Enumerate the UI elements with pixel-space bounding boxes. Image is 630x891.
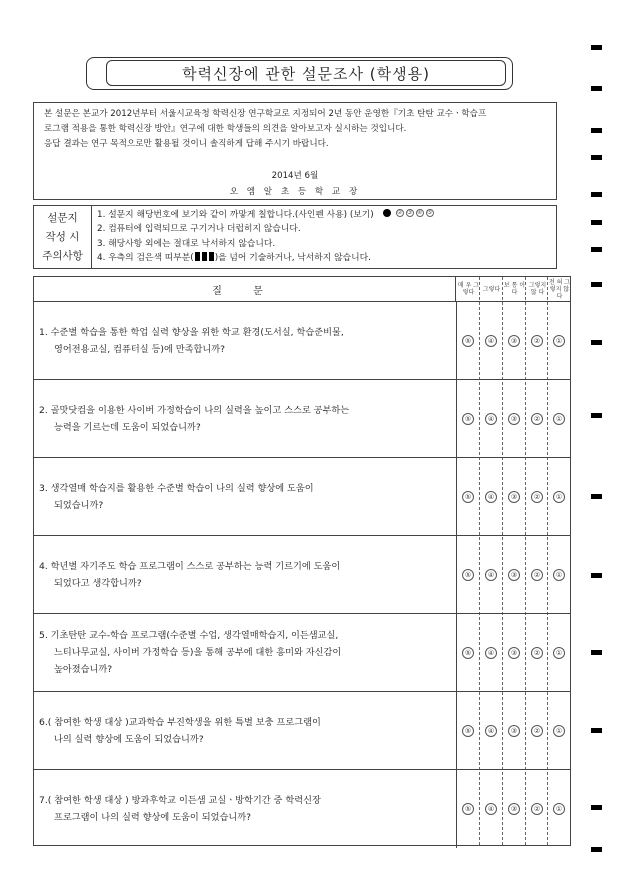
caution-item: 2. 컴퓨터에 입력되므로 구기거나 더럽히지 않습니다. bbox=[97, 224, 301, 235]
page-title: 학력신장에 관한 설문조사 (학생용) bbox=[106, 60, 506, 86]
question-text bbox=[39, 536, 451, 613]
timing-mark bbox=[591, 573, 602, 578]
answer-bubble[interactable]: ⑤ bbox=[462, 725, 474, 737]
answer-bubble[interactable]: ⑤ bbox=[462, 803, 474, 815]
question-header: 질 문 bbox=[34, 277, 456, 301]
question-text bbox=[39, 458, 451, 535]
timing-mark bbox=[591, 650, 602, 655]
answer-bubble[interactable]: ② bbox=[531, 413, 543, 425]
answer-bubble[interactable]: ① bbox=[553, 413, 565, 425]
answer-bubble[interactable]: ⑤ bbox=[462, 569, 474, 581]
sample-circle: ⑤ bbox=[426, 209, 433, 216]
answer-bubble[interactable]: ② bbox=[531, 335, 543, 347]
question-text bbox=[39, 380, 451, 457]
answer-header: 그렇다 bbox=[482, 285, 501, 293]
timing-mark bbox=[591, 155, 602, 160]
caution-heading bbox=[34, 206, 92, 268]
timing-mark bbox=[591, 805, 602, 810]
answer-bubble[interactable]: ① bbox=[553, 725, 565, 737]
answer-bubble[interactable]: ② bbox=[531, 725, 543, 737]
caution-heading-line: 주의사항 bbox=[42, 249, 83, 262]
answer-bubble[interactable]: ② bbox=[531, 803, 543, 815]
question-column-divider bbox=[456, 536, 457, 613]
question-line: 6.( 참여한 학생 대상 )교과학습 부진학생을 위한 특별 보충 프로그램이 bbox=[39, 716, 321, 728]
caution-heading-line: 설문지 bbox=[47, 211, 78, 224]
table-row bbox=[34, 770, 570, 848]
answer-bubble[interactable]: ⑤ bbox=[462, 491, 474, 503]
question-column-divider bbox=[456, 770, 457, 848]
question-column-divider bbox=[456, 380, 457, 457]
answer-bubble[interactable]: ⑤ bbox=[462, 413, 474, 425]
answer-bubble[interactable]: ⑤ bbox=[462, 647, 474, 659]
answer-header: 보 통 이 다 bbox=[503, 282, 526, 296]
answer-bubble[interactable]: ③ bbox=[508, 647, 520, 659]
table-row bbox=[34, 614, 570, 692]
question-line: 능력을 기르는데 도움이 되었습니까? bbox=[54, 421, 201, 433]
caution-body bbox=[92, 206, 556, 268]
timing-mark bbox=[591, 847, 602, 852]
black-bar-icon bbox=[202, 252, 207, 261]
answer-bubble[interactable]: ② bbox=[531, 569, 543, 581]
answer-bubble[interactable]: ④ bbox=[485, 803, 497, 815]
question-column-divider bbox=[456, 302, 457, 379]
question-line: 1. 수준별 학습을 통한 학업 실력 향상을 위한 학교 환경(도서실, 학습준비물, bbox=[39, 326, 344, 338]
caution-box bbox=[33, 205, 557, 269]
table-row bbox=[34, 692, 570, 770]
question-line: 나의 실력 향상에 도움이 되었습니까? bbox=[54, 733, 204, 745]
answer-bubble[interactable]: ③ bbox=[508, 725, 520, 737]
answer-bubble[interactable]: ② bbox=[531, 491, 543, 503]
answer-header: 전 혀 그렇지 않 다 bbox=[548, 278, 571, 300]
answer-bubble[interactable]: ① bbox=[553, 803, 565, 815]
sample-circle: ④ bbox=[416, 209, 423, 216]
sample-circle: ② bbox=[396, 209, 403, 216]
answer-bubble[interactable]: ③ bbox=[508, 335, 520, 347]
answer-bubble[interactable]: ④ bbox=[485, 725, 497, 737]
question-line: 되었습니까? bbox=[54, 499, 104, 511]
caution-item: 3. 해당사항 외에는 절대로 낙서하지 않습니다. bbox=[97, 238, 276, 249]
answer-bubble[interactable]: ③ bbox=[508, 803, 520, 815]
intro-line: 로그램 적용을 통한 학력신장 방안』연구에 대한 학생들의 의견을 알아보고자 실시하는 것입니다. bbox=[44, 124, 407, 134]
intro-school: 오 엠 알 초 등 학 교 장 bbox=[229, 187, 361, 197]
black-bar-icon bbox=[209, 252, 214, 261]
marking-example bbox=[383, 209, 434, 217]
answer-bubble[interactable]: ④ bbox=[485, 491, 497, 503]
caution-item-text: )을 넘어 기술하거나, 낙서하지 않습니다. bbox=[214, 253, 371, 264]
caution-item bbox=[97, 251, 551, 265]
filled-circle-icon bbox=[383, 209, 391, 217]
table-row bbox=[34, 536, 570, 614]
answer-bubble[interactable]: ④ bbox=[485, 413, 497, 425]
timing-mark bbox=[591, 282, 602, 287]
answer-bubble[interactable]: ④ bbox=[485, 335, 497, 347]
answer-bubble[interactable]: ⑤ bbox=[462, 335, 474, 347]
timing-mark bbox=[591, 728, 602, 733]
intro-box bbox=[33, 102, 557, 200]
question-line: 7.( 참여한 학생 대상 ) 방과후학교 이든샘 교실ㆍ방학기간 중 학력신장 bbox=[39, 795, 321, 806]
table-row bbox=[34, 380, 570, 458]
black-bar-icon bbox=[195, 252, 200, 261]
omr-timing-marks bbox=[591, 0, 603, 891]
question-column-divider bbox=[456, 614, 457, 691]
sample-circle: ③ bbox=[406, 209, 413, 216]
question-line: 3. 생각열매 학습지를 활용한 수준별 학습이 나의 실력 향상에 도움이 bbox=[39, 482, 314, 494]
question-line: 높아졌습니까? bbox=[54, 664, 113, 675]
question-text bbox=[39, 302, 451, 379]
intro-line: 응답 결과는 연구 목적으로만 활용될 것이니 솔직하게 답해 주시기 바랍니다. bbox=[44, 139, 329, 149]
timing-mark bbox=[591, 128, 602, 133]
question-text bbox=[39, 614, 451, 691]
question-text bbox=[39, 770, 451, 848]
question-line: 되었다고 생각합니까? bbox=[54, 577, 142, 589]
question-text bbox=[39, 692, 451, 769]
answer-bubble[interactable]: ① bbox=[553, 491, 565, 503]
answer-header: 그렇지 않 다 bbox=[528, 282, 547, 296]
survey-table bbox=[33, 276, 571, 846]
answer-bubble[interactable]: ③ bbox=[508, 491, 520, 503]
timing-mark bbox=[591, 247, 602, 252]
question-line: 4. 학년별 자기주도 학습 프로그램이 스스로 공부하는 능력 기르기에 도움이 bbox=[39, 560, 341, 572]
answer-bubble[interactable]: ③ bbox=[508, 413, 520, 425]
timing-mark bbox=[591, 340, 602, 345]
question-line: 영어전용교실, 컴퓨터실 등)에 만족합니까? bbox=[54, 343, 226, 355]
table-row bbox=[34, 458, 570, 536]
caution-item-text: 4. 우측의 검은색 띠부분( bbox=[97, 253, 194, 264]
question-column-divider bbox=[456, 692, 457, 769]
table-header bbox=[34, 277, 570, 302]
question-line: 프로그램이 나의 실력 향상에 도움이 되었습니까? bbox=[54, 812, 251, 823]
intro-date: 2014년 6월 bbox=[271, 171, 319, 181]
timing-mark bbox=[591, 45, 602, 50]
caution-item bbox=[97, 208, 551, 222]
timing-mark bbox=[591, 413, 602, 418]
timing-mark bbox=[591, 494, 602, 499]
answer-bubble[interactable]: ④ bbox=[485, 569, 497, 581]
caution-heading-line: 작성 시 bbox=[45, 230, 80, 243]
answer-bubble[interactable]: ① bbox=[553, 569, 565, 581]
answer-header: 매 우 그렇다 bbox=[457, 282, 480, 296]
answer-bubble[interactable]: ④ bbox=[485, 647, 497, 659]
timing-mark bbox=[591, 86, 602, 91]
question-line: 2. 골맛닷컴을 이용한 사이버 가정학습이 나의 실력을 높이고 스스로 공부하는 bbox=[39, 404, 350, 416]
answer-bubble[interactable]: ① bbox=[553, 335, 565, 347]
answer-bubble[interactable]: ② bbox=[531, 647, 543, 659]
table-row bbox=[34, 302, 570, 380]
timing-mark bbox=[591, 192, 602, 197]
question-line: 5. 기초탄탄 교수-학습 프로그램(수준별 수업, 생각열매학습지, 이든샘교실, bbox=[39, 630, 339, 641]
question-line: 느티나무교실, 사이버 가정학습 등)을 통해 공부에 대한 흥미와 자신감이 bbox=[54, 647, 342, 658]
question-column-divider bbox=[456, 458, 457, 535]
intro-line: 본 설문은 본교가 2012년부터 서울시교육청 학력신장 연구학교로 지정되어 2년 동안 운영한『기초 탄탄 교수ㆍ학습프 bbox=[44, 109, 487, 119]
caution-item-text: 1. 설문지 해당번호에 보기와 같이 까맣게 칠합니다.(사인펜 사용) (보기) bbox=[97, 210, 374, 220]
answer-bubble[interactable]: ① bbox=[553, 647, 565, 659]
timing-mark bbox=[591, 220, 602, 225]
answer-bubble[interactable]: ③ bbox=[508, 569, 520, 581]
